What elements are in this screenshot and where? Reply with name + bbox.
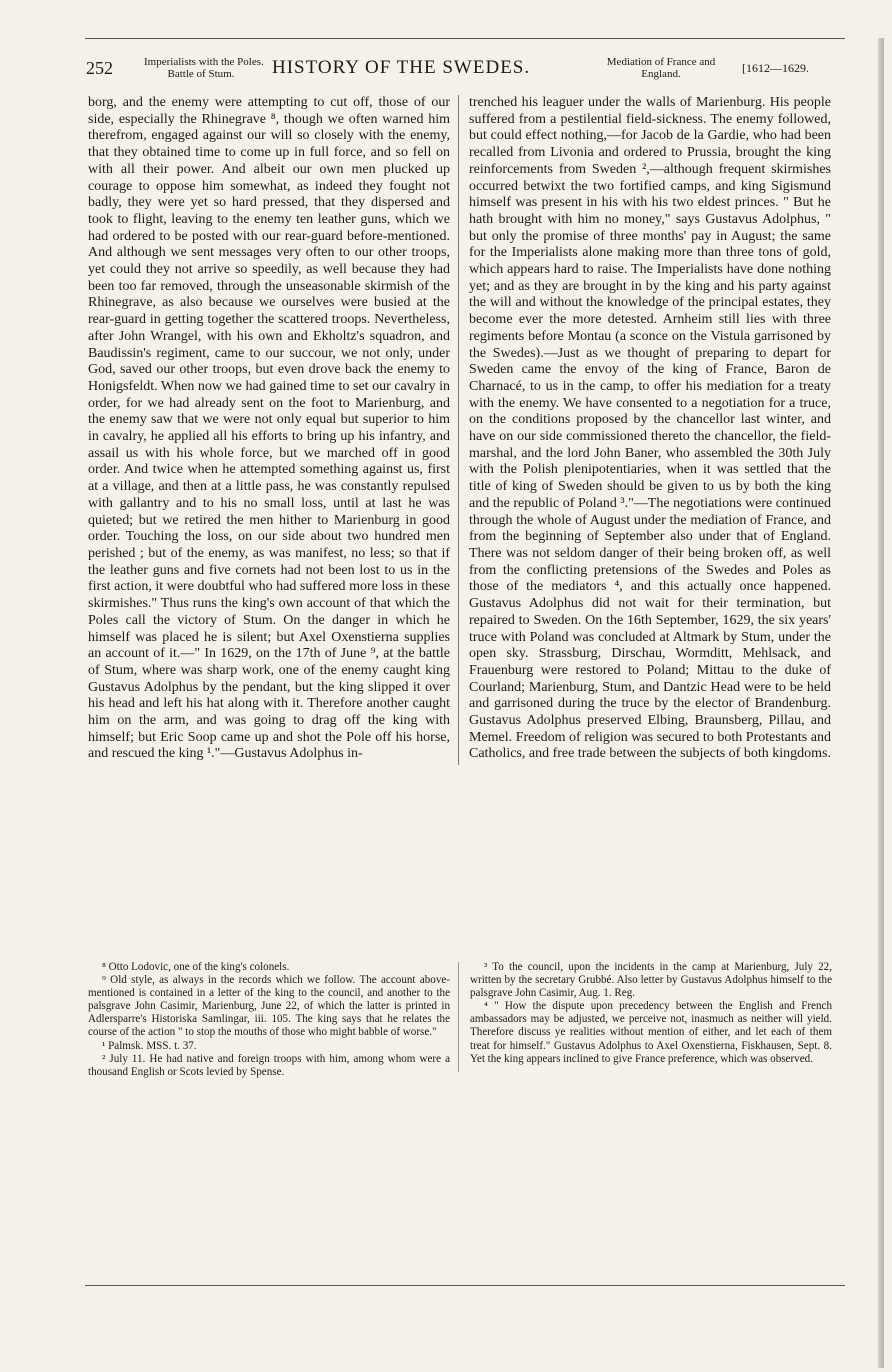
page-number: 252: [86, 57, 113, 78]
footnote-2: ² July 11. He had native and foreign troops with him, among whom were a thousand English or Scots levied by Spense.: [88, 1052, 450, 1078]
body-column-right: [469, 95, 831, 763]
footnotes-left: [88, 961, 450, 1079]
body-column-left: [88, 95, 450, 763]
footnote-4: ⁴ " How the dispute upon precedency between the English and French ambassadors may be adjusted, we perceive not, inasmuch as neither will yield. Therefore discuss ye realities without mention of either, and let each of them treat for himself." Gustavus Adolphus to Axel Oxenstierna, Fiskhausen, Sept. 8. Yet the king appears inclined to give France preference, which was observed.: [470, 1000, 832, 1065]
body-text-left: borg, and the enemy were attempting to cut off, those of our side, especially the Rhinegrave ⁸, though we often warned him therefrom, engaged against our will so closely with the enemy, that they obtained time to come up in full force, and so fell on with all their power. And albeit our own men plucked up courage to oppose him somewhat, as indeed they fought not badly, they were yet so hard pressed, that they dispersed and took to flight, leaving to the enemy ten leather guns, which we had ordered to be posted with our rear-guard before-mentioned. And although we sent messages very often to our other troops, yet could they not arrive so speedily, as well because they had been too far removed, through the unseasonable skirmish of the Rhinegrave, as also because we ourselves were busied at the rear-guard in getting together the scattered troops. Nevertheless, after John Wrangel, with his own and Ekholtz's squadron, and Baudissin's regiment, came to our succour, we not only, under God, saved our other troops, but even drove back the enemy to Honigsfeldt. When now we had gained time to set our cavalry in order, for we had already sent on the foot to Marienburg, and the enemy saw that we were not only equal but superior to him in cavalry, he applied all his efforts to bring up his infantry, and assail us with his whole force, but we marched off in good order. And twice when he attempted something against us, first at a village, and then at a little pass, he was constantly repulsed with gallantry and to his no small loss, until at last he was quieted; but we retired the men hither to Marienburg in good order. Touching the loss, on our side about two hundred men perished ; but of the enemy, as was manifest, no less; so that if the leather guns and five cornets had not been lost to us in the first action, it were doubtful who had suffered more loss in these skirmishes." Thus runs the king's own account of that which the Poles call the victory of Stum. On the danger in which he himself was placed he is silent; but Axel Oxenstierna supplies an account of it.—" In 1629, on the 17th of June ⁹, at the battle of Stum, where was sharp work, one of the enemy caught king Gustavus Adolphus by the pendant, but the king slipped it over his head and left his hat along with it. Therefore another caught him on the arm, and was going to drag off the king with himself; but Eric Soop came up and shot the Pole off his horse, and rescued the king ¹."—Gustavus Adolphus in-: [88, 95, 450, 762]
page-title: HISTORY OF THE SWEDES.: [272, 57, 531, 78]
date-range: [1612—1629.: [742, 60, 809, 75]
running-head-right-line2: England.: [641, 68, 681, 80]
running-head-right-line1: Mediation of France and: [606, 56, 716, 68]
running-head-left-line1: Imperialists with the Poles.: [144, 56, 264, 68]
footnote-divider: [458, 962, 459, 1072]
footnote-8: ⁸ Otto Lodovic, one of the king's colonels.: [102, 961, 290, 973]
footnotes-right: [470, 961, 832, 1066]
column-divider: [458, 95, 459, 765]
scan-edge: [878, 38, 884, 1368]
running-head-left-line2: Battle of Stum.: [167, 68, 235, 80]
footnote-3: ³ To the council, upon the incidents in the camp at Marienburg, July 22, written by the secretary Grubbé. Also letter by Gustavus Adolphus himself to the palsgrave John Casimir, Aug. 1. Reg.: [470, 961, 832, 1000]
body-text-right: trenched his leaguer under the walls of Marienburg. His people suffered from a pestilential field-sickness. The enemy followed, but could effect nothing,—for Jacob de la Gardie, who had been recalled from Livonia and ordered to Prussia, brought the king reinforcements from Sweden ²,—although frequent skirmishes occurred betwixt the two fortified camps, and king Sigismund himself was present in his with his two eldest princes. " But he hath brought with him no money," says Gustavus Adolphus, " but only the promise of three months' pay in August; the same for the Imperialists alone making more than three tons of gold, which appears hard to raise. The Imperialists have done nothing yet; and as they are brought in by the king and his party against the will and without the knowledge of the principal estates, they become ever the more detested. Arnheim still lies with three regiments before Montau (a sconce on the Vistula garrisoned by the Swedes).—Just as we thought of preparing to depart for Sweden came the envoy of the king of France, Baron de Charnacé, to us in the camp, to offer his mediation for a treaty with the enemy. We have consented to a negotiation for a truce, on the conditions proposed by the chancellor last winter, and have on our side commissioned thereto the chancellor, the field-marshal, and the lord John Baner, who assembled the 30th July with the Polish plenipotentiaries, when it was settled that the title of king of Sweden should be given to us by both the king and the republic of Poland ³."—The negotiations were continued through the whole of August under the mediation of France, and from the beginning of September also under that of England. There was not seldom danger of their being broken off, as well from the conflicting pretensions of the Swedes and Poles as those of the mediators ⁴, and this actually once happened. Gustavus Adolphus did not wait for their termination, but repaired to Sweden. On the 16th September, 1629, the six years' truce with Poland was concluded at Altmark by Stum, under the open sky. Strassburg, Dirschau, Wormditt, Mehlsack, and Frauenburg were restored to Poland; Mittau to the duke of Courland; Marienburg, Stum, and Dantzic Head were to be held and garrisoned during the truce by the elector of Brandenburg. Gustavus Adolphus preserved Elbing, Braunsberg, Pillau, and Memel. Freedom of religion was secured to both Protestants and Catholics, and free trade between the subjects of both kingdoms.: [469, 95, 831, 762]
running-head-right: [592, 56, 730, 80]
running-head-left: [144, 56, 264, 80]
footnote-1: ¹ Palmsk. MSS. t. 37.: [102, 1039, 197, 1052]
footnote-9: ⁹ Old style, as always in the records which we follow. The account above-mentioned is contained in a letter of the king to the council, and another to the palsgrave John Casimir, Marienburg, June 22, of which the latter is printed in Adlersparre's Historiska Samlingar, iii. 105. The king says that he relates the course of the action " to stop the mouths of those who might babble of worse.": [88, 974, 450, 1039]
running-header: [86, 51, 846, 85]
